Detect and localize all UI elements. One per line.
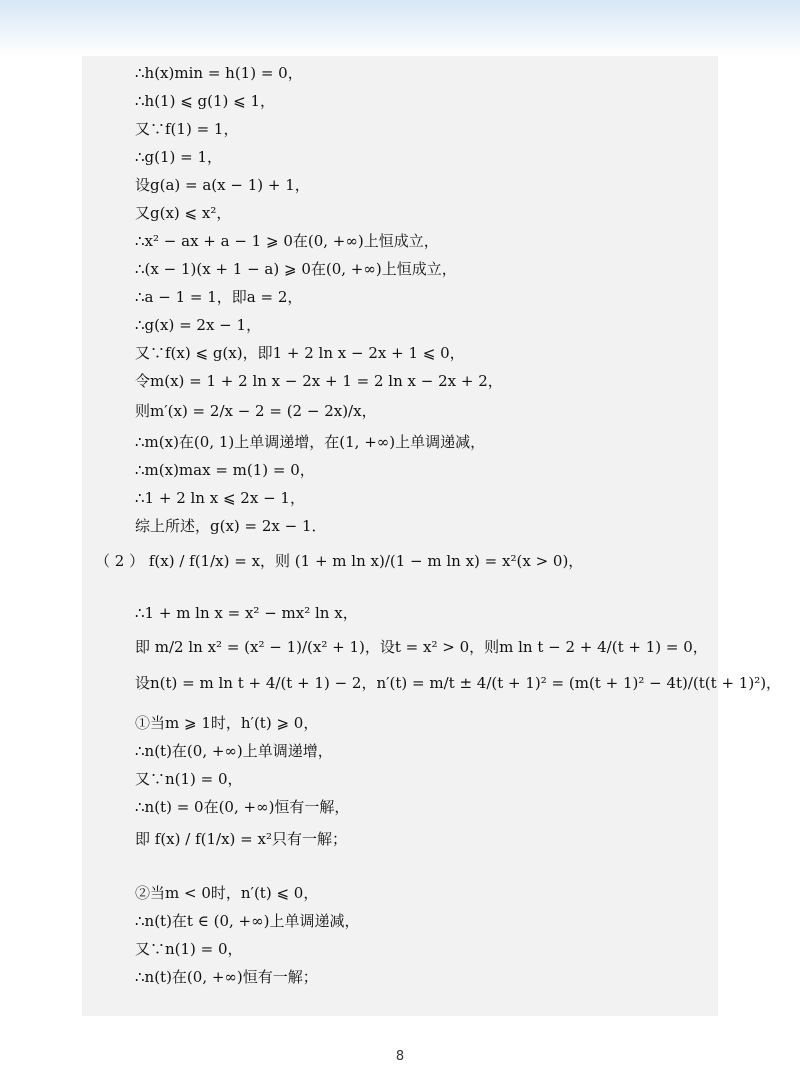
solution-line: ②当m < 0时，n′(t) ⩽ 0，: [135, 884, 319, 902]
solution-line: 即 m/2 ln x² = (x² − 1)/(x² + 1)，设t = x² > 0，则m ln t − 2 + 4/(t + 1) = 0，: [135, 638, 708, 656]
solution-line: 又∵f(x) ⩽ g(x)，即1 + 2 ln x − 2x + 1 ⩽ 0，: [135, 344, 465, 362]
solution-line: 又∵n(1) = 0，: [135, 940, 243, 958]
solution-line: 又g(x) ⩽ x²，: [135, 204, 232, 222]
solution-line: ∴x² − ax + a − 1 ⩾ 0在(0, +∞)上恒成立，: [135, 232, 439, 250]
solution-line: ∴h(x)min = h(1) = 0，: [135, 64, 303, 82]
solution-line: 则m′(x) = 2/x − 2 = (2 − 2x)/x，: [135, 402, 377, 420]
solution-line: ∴n(t)在(0, +∞)上单调递增，: [135, 742, 333, 760]
solution-line: 又∵f(1) = 1，: [135, 120, 239, 138]
solution-line: 设n(t) = m ln t + 4/(t + 1) − 2，n′(t) = m/t ± 4/(t + 1)² = (m(t + 1)² − 4t)/(t(t + 1)²)，: [135, 674, 782, 692]
solution-line: ∴(x − 1)(x + 1 − a) ⩾ 0在(0, +∞)上恒成立，: [135, 260, 457, 278]
top-gradient-band: [0, 0, 800, 56]
solution-line: ∴n(t) = 0在(0, +∞)恒有一解，: [135, 798, 350, 816]
solution-line: ∴h(1) ⩽ g(1) ⩽ 1，: [135, 92, 276, 110]
solution-line: ∴1 + m ln x = x² − mx² ln x，: [135, 604, 358, 622]
solution-line: ∴1 + 2 ln x ⩽ 2x − 1，: [135, 489, 305, 507]
solution-line: （ 2 ） f(x) / f(1/x) = x，则 (1 + m ln x)/(1 − m ln x) = x²(x > 0)，: [95, 552, 584, 570]
solution-line: ∴a − 1 = 1，即a = 2，: [135, 288, 303, 306]
solution-line: ∴g(x) = 2x − 1，: [135, 316, 262, 334]
solution-line: ∴m(x)max = m(1) = 0，: [135, 461, 315, 479]
solution-sheet: [82, 56, 782, 1016]
solution-line: 设g(a) = a(x − 1) + 1，: [135, 176, 310, 194]
solution-line: 又∵n(1) = 0，: [135, 770, 243, 788]
solution-line: ∴g(1) = 1，: [135, 148, 223, 166]
solution-line: ∴m(x)在(0, 1)上单调递增，在(1, +∞)上单调递减，: [135, 433, 486, 451]
solution-line: ①当m ⩾ 1时，h′(t) ⩾ 0，: [135, 714, 319, 732]
solution-line: ∴n(t)在(0, +∞)恒有一解；: [135, 968, 318, 986]
page-number: 8: [395, 1049, 405, 1064]
solution-line: 令m(x) = 1 + 2 ln x − 2x + 1 = 2 ln x − 2x + 2，: [135, 372, 503, 390]
solution-line: 综上所述，g(x) = 2x − 1．: [135, 517, 327, 535]
solution-line: 即 f(x) / f(1/x) = x²只有一解；: [135, 830, 347, 848]
solution-line: ∴n(t)在t ∈ (0, +∞)上单调递减，: [135, 912, 360, 930]
